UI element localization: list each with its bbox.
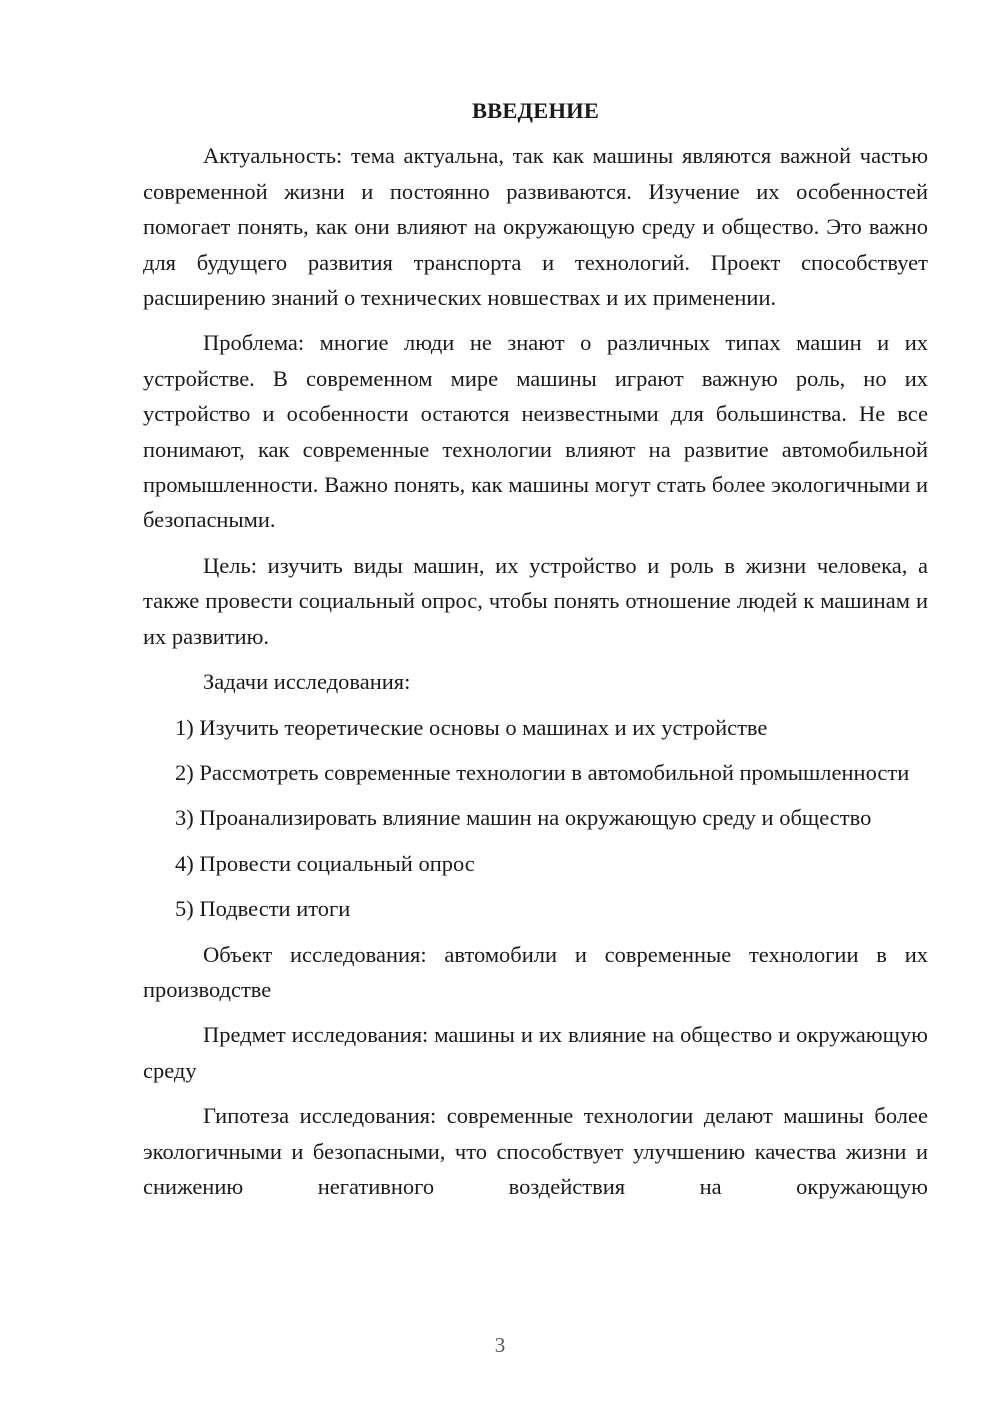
task-item: 2) Рассмотреть современные технологии в автомобильной промышленности	[175, 759, 910, 785]
paragraph-relevance: Актуальность: тема актуальна, так как машины являются важной частью современной жизни и постоянно развиваются. Изучение их особенностей помогает понять, как они влияют на окружающую среду и общество. Это важно для будущего развития транспорта и технологий. Проект способствует расширению знаний о технических новшествах и их применении.	[143, 143, 928, 311]
task-item: 5) Подвести итоги	[175, 896, 351, 922]
page-content	[143, 93, 928, 1204]
task-item: 4) Провести социальный опрос	[175, 850, 475, 876]
paragraph-object: Объект исследования: автомобили и современные технологии в их производстве	[143, 941, 928, 1002]
tasks-heading: Задачи исследования:	[203, 669, 411, 695]
paragraph-hypothesis: Гипотеза исследования: современные технологии делают машины более экологичными и безопасными, что способствует улучшению качества жизни и снижению негативного воздействия на окружающую	[143, 1103, 928, 1199]
page-number: 3	[494, 1333, 506, 1357]
paragraph-problem: Проблема: многие люди не знают о различных типах машин и их устройстве. В современном мире машины играют важную роль, но их устройство и особенности остаются неизвестными для большинства. Не все понимают, как современные технологии влияют на развитие автомобильной промышленности. Важно понять, как машины могут стать более экологичными и безопасными.	[143, 330, 928, 533]
paragraph-subject: Предмет исследования: машины и их влияние на общество и окружающую среду	[143, 1022, 928, 1083]
task-item: 1) Изучить теоретические основы о машинах и их устройстве	[175, 714, 768, 740]
paragraph-goal: Цель: изучить виды машин, их устройство и роль в жизни человека, а также провести социальный опрос, чтобы понять отношение людей к машинам и их развитию.	[143, 552, 928, 649]
section-title: ВВЕДЕНИЕ	[471, 98, 600, 123]
task-item: 3) Проанализировать влияние машин на окружающую среду и общество	[175, 805, 872, 831]
